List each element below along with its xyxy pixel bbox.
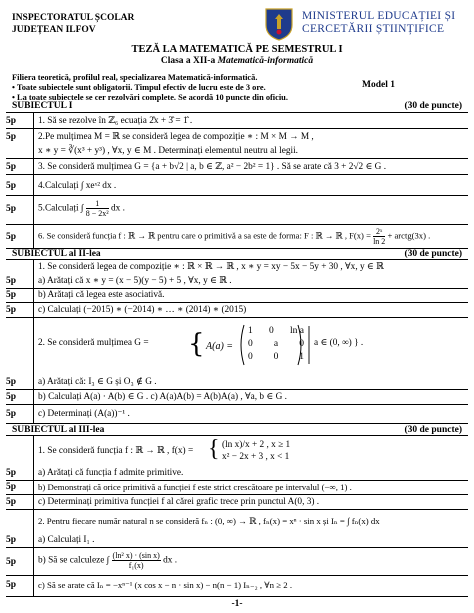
piecewise-brace: { (208, 436, 220, 462)
question-3-2c: c) Să se arate că Iₙ = −xⁿ⁻¹ (x cos x − n · sin x) − n(n − 1) Iₙ₋₂ , ∀n ≥ 2 . (38, 580, 293, 590)
divider (6, 435, 468, 436)
score: 5p (6, 232, 17, 242)
divider (6, 509, 468, 510)
exam-notes (12, 73, 288, 103)
score-column-divider (33, 435, 34, 597)
fraction: $\frac{\text{(ln² x) · (sin x)}}{\text{f₁(x)}}$ (112, 551, 160, 570)
question-2-1c: c) Calculați (−2015) ∗ (−2014) ∗ … ∗ (2014) ∗ (2015) (38, 305, 247, 315)
question-3-1a: a) Arătați că funcția f admite primitive. (38, 468, 184, 478)
question-1-1: 1. Să se rezolve în ℤ₆ ecuația 2̂x + 3̂ = 1̂ . (38, 116, 193, 126)
divider (6, 494, 468, 495)
exam-subtitle (0, 56, 474, 67)
question-2-1a: a) Arătați că x ∗ y = (x − 5)(y − 5) + 5 , ∀x, y ∈ ℝ . (38, 276, 232, 286)
divider (6, 195, 468, 196)
question-2-2: 2. Se consideră mulțimea G = { A(a) = 1 0 ln a 0 a 0 0 0 1 a ∈ (0, ∞) } . (38, 322, 338, 368)
ministry-header (302, 10, 455, 36)
ministry-line1: MINISTERUL EDUCAȚIEI ȘI (302, 10, 456, 22)
divider (6, 389, 468, 390)
divider (6, 423, 468, 424)
divider (6, 404, 468, 405)
note-line: • Toate subiectele sunt obligatorii. Timpul efectiv de lucru este de 3 ore. (12, 83, 266, 92)
question-1-2-line2: x ∗ y = ∛(x³ + y³) , ∀x, y ∈ M . Determinați elementul neutru al legii. (38, 146, 298, 156)
page-number: -1- (231, 599, 243, 609)
score: 5p (6, 557, 17, 567)
section-label: SUBIECTUL al II-lea (12, 249, 101, 259)
divider (6, 547, 468, 548)
score: 5p (6, 132, 17, 142)
divider (6, 596, 468, 597)
svg-text:{: { (188, 329, 205, 359)
score: 5p (6, 290, 17, 300)
score: 5p (6, 392, 17, 402)
divider (6, 480, 468, 481)
question-2-1b: b) Arătați că legea este asociativă. (38, 290, 165, 300)
score: 5p (6, 181, 17, 191)
fraction: $\frac{\text{2ˣ}}{\ln 2}$ (373, 227, 386, 246)
question-3-1c: c) Determinați primitiva funcției f al cărei grafic trece prin punctul A(0, 3) . (38, 497, 320, 507)
question-2-2c: c) Determinați (A(a))⁻¹ . (38, 409, 130, 419)
svg-text:A(a) =: A(a) = (206, 341, 234, 352)
score: 5p (6, 482, 17, 492)
note-line: Filiera teoretică, profilul real, specializarea Matematică-informatică. (12, 73, 258, 82)
score: 5p (6, 276, 17, 286)
model-label: Model 1 (362, 80, 395, 90)
section-points: (30 de puncte) (404, 425, 462, 435)
inspectorate-header (12, 12, 134, 36)
exam-title: TEZĂ LA MATEMATICĂ PE SEMESTRUL I (131, 44, 343, 55)
divider (6, 224, 468, 225)
question-2-1: 1. Se consideră legea de compoziție ∗ : ℝ × ℝ → ℝ , x ∗ y = xy − 5x − 5y + 30 , ∀x, y ∈ ℝ (38, 262, 384, 272)
fraction: $\frac{1}{\text{8 − 2x²}}$ (85, 199, 109, 218)
ministry-line2: CERCETĂRII ȘTIINȚIFICE (302, 23, 445, 35)
question-1-4: 4.Calculați ∫ xeˣ² dx . (38, 181, 117, 191)
section-label: SUBIECTUL I (12, 101, 73, 111)
divider (6, 112, 468, 113)
score: 5p (6, 162, 17, 172)
piecewise-cases: (ln x)/x + 2 , x ≥ 1 x² − 2x + 3 , x < 1 (222, 440, 291, 462)
divider (6, 158, 468, 159)
score: 5p (6, 204, 17, 214)
score-column-divider (33, 112, 34, 248)
divider (6, 317, 468, 318)
subtitle-class: Clasa a XII-a (160, 56, 218, 66)
question-1-3: 3. Se consideră mulțimea G = {a + b√2 | a, b ∈ ℤ, a² − 2b² = 1} . Să se arate că 3 + 2√2 ∈ G . (38, 162, 387, 172)
divider (6, 288, 468, 289)
subtitle-profile: Matematică-informatică (217, 56, 314, 66)
section-header-1 (12, 101, 462, 112)
question-1-6: 6. Se consideră funcția f : ℝ → ℝ pentru care o primitivă a sa este de forma: F : ℝ → ℝ , F(x) = $\frac{\text{2ˣ}}{\ln 2}$ + arctg(3x) . (38, 227, 431, 246)
score: 5p (6, 305, 17, 315)
score: 5p (6, 497, 17, 507)
question-3-1: 1. Se consideră funcția f : ℝ → ℝ , f(x) = { (ln x)/x + 2 , x ≥ 1 x² − 2x + 3 , x < 1 (38, 436, 291, 462)
question-1-2-line1: 2.Pe mulțimea M = ℝ se consideră legea de compoziție ∗ : M × M → M , (38, 132, 314, 142)
score: 5p (6, 535, 17, 545)
score-column-divider (33, 259, 34, 423)
question-1-5: 5.Calculați ∫ $\frac{1}{\text{8 − 2x²}}$ dx . (38, 199, 125, 218)
divider (6, 174, 468, 175)
question-3-2: 2. Pentru fiecare număr natural n se consideră fₙ : (0, ∞) → ℝ , fₙ(x) = xⁿ · sin x și Iₙ = ∫ fₙ(x) dx (38, 516, 380, 526)
score: 5p (6, 377, 17, 387)
section-label: SUBIECTUL al III-lea (12, 425, 105, 435)
score: 5p (6, 468, 17, 478)
romanian-crest-icon (262, 5, 296, 41)
divider (6, 128, 468, 129)
question-3-1b: b) Demonstrați că orice primitivă a funcției f este strict crescătoare pe intervalul (−∞, 1) . (38, 482, 352, 492)
question-2-2a: a) Arătați că: I₃ ∈ G și O₃ ∉ G . (38, 377, 157, 387)
section-points: (30 de puncte) (404, 101, 462, 111)
inspectorate-line1: INSPECTORATUL ȘCOLAR (12, 13, 135, 23)
score: 5p (6, 580, 17, 590)
matrix-entries (248, 325, 304, 364)
matrix-row: 1 0 ln a (248, 326, 304, 336)
question-3-2a: a) Calculați I₁ . (38, 535, 95, 545)
matrix-row: 0 0 1 (248, 352, 304, 362)
matrix-row: 0 a 0 (248, 339, 304, 349)
note-line: • La toate subiectele se cer rezolvări complete. Se acordă 10 puncte din oficiu. (12, 93, 288, 102)
divider (6, 575, 468, 576)
divider (6, 302, 468, 303)
divider (6, 259, 468, 260)
score: 5p (6, 116, 17, 126)
question-2-2b: b) Calculați A(a) · A(b) ∈ G . c) A(a)A(b) = A(b)A(a) , ∀a, b ∈ G . (38, 392, 287, 402)
inspectorate-line2: JUDEȚEAN ILFOV (12, 25, 96, 35)
section-points: (30 de puncte) (404, 249, 462, 259)
score: 5p (6, 409, 17, 419)
question-3-2b: b) Să se calculeze ∫ $\frac{\text{(ln² x) · (sin x)}}{\text{f₁(x)}}$ dx . (38, 551, 178, 570)
